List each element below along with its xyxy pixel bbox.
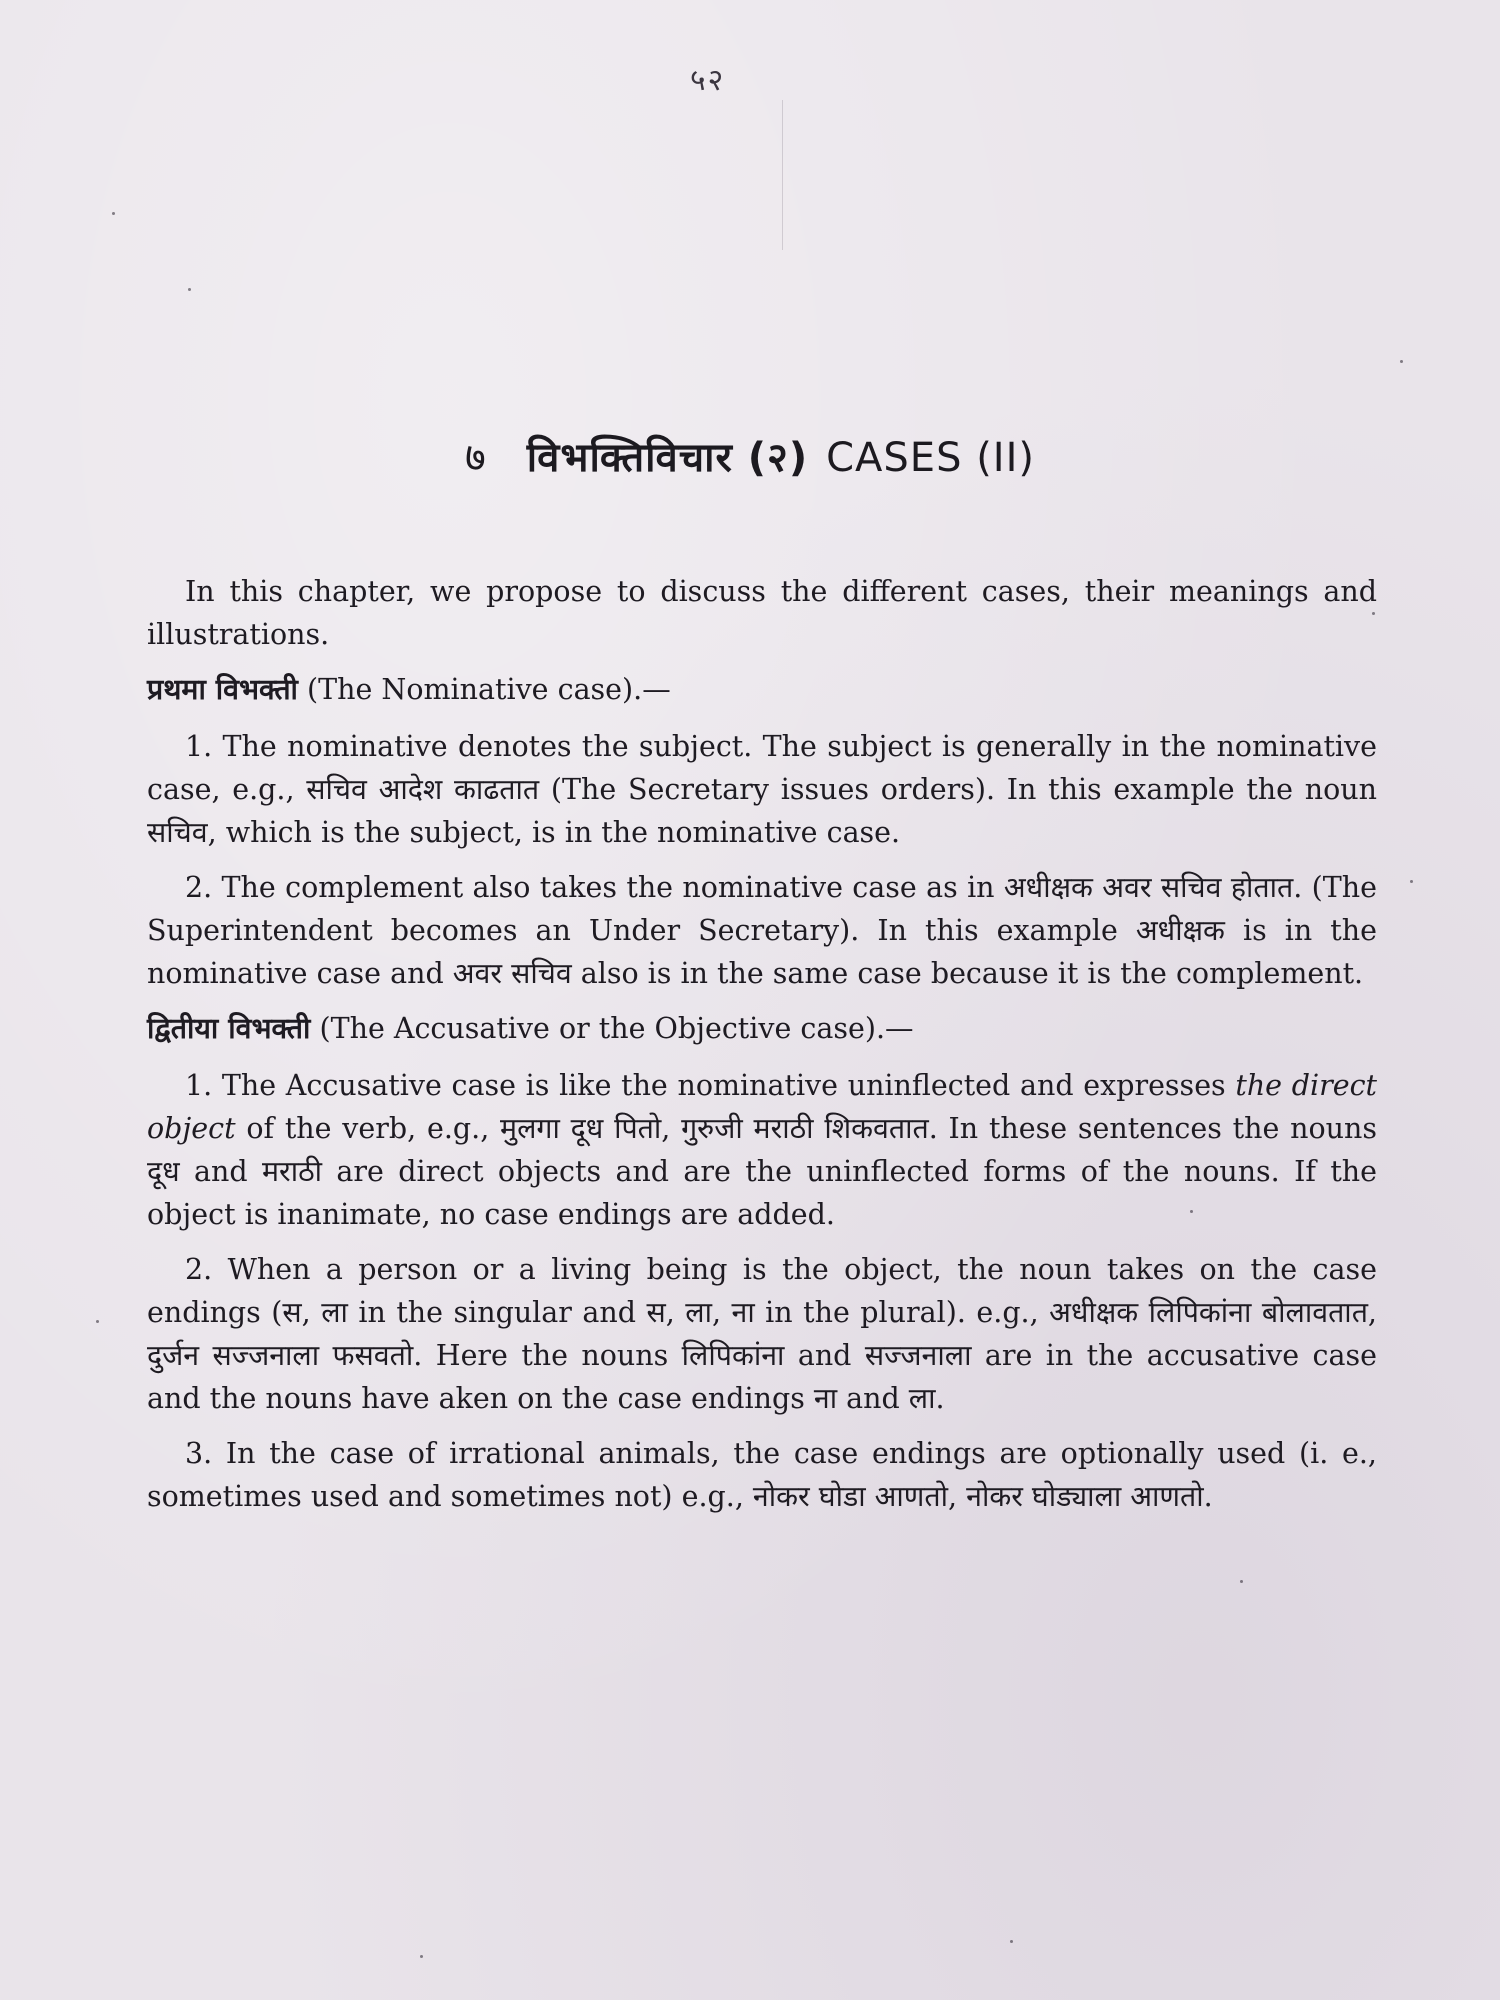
print-speck [420, 1955, 423, 1958]
print-speck [1190, 1210, 1193, 1213]
accusative-heading [147, 1007, 1377, 1050]
nominative-heading-marathi: प्रथमा विभक्ती [147, 672, 298, 706]
nominative-paragraph-1: 1. The nominative denotes the subject. The subject is generally in the nominative case, e.g., सचिव आदेश काढतात (The Secretary issues orders). In this example the noun सचिव, which is the subject, is in the nominative case. [147, 730, 1377, 849]
print-speck [1240, 1580, 1243, 1583]
print-speck [1372, 612, 1375, 615]
chapter-title [0, 428, 1500, 483]
print-speck [112, 212, 115, 215]
print-speck [188, 288, 191, 291]
print-speck [1010, 1940, 1013, 1943]
chapter-body [147, 570, 1377, 1530]
page-fold-line [782, 100, 783, 250]
nominative-heading [147, 668, 1377, 711]
intro-paragraph: In this chapter, we propose to discuss the different cases, their meanings and illustrations. [147, 575, 1377, 651]
print-speck [1410, 880, 1413, 883]
chapter-number: ७ [464, 435, 487, 481]
accusative-heading-marathi: द्वितीया विभक्ती [147, 1011, 311, 1045]
accusative-paragraph-2: 2. When a person or a living being is the object, the noun takes on the case endings (स, ला in the singular and स, ला, ना in the plural). e.g., अधीक्षक लिपिकांना बोलावतात, दुर्जन सज्जनाला फसवतो. Here the nouns लिपिकांना and सज्जनाला are in the accusative case and the nouns have aken on the case endings ना and ला. [147, 1253, 1377, 1415]
chapter-title-english: CASES (II) [826, 435, 1035, 481]
chapter-title-marathi: विभक्तिविचार (२) [526, 435, 809, 481]
print-speck [96, 1320, 99, 1323]
accusative-p1-end: of the verb, e.g., मुलगा दूध पितो, गुरुजी मराठी शिकवतात. In these sentences the nouns दूध and मराठी are direct objects and are the uninflected forms of the nouns. If the object is inanimate, no case endings are added. [147, 1112, 1377, 1231]
accusative-p1-emphasis: the direct object [147, 1069, 1378, 1145]
nominative-paragraph-2: 2. The complement also takes the nominative case as in अधीक्षक अवर सचिव होतात. (The Superintendent becomes an Under Secretary). In this example अधीक्षक is in the nominative case and अवर सचिव also is in the same case because it is the complement. [147, 871, 1377, 990]
accusative-heading-english: (The Accusative or the Objective case).— [319, 1012, 914, 1045]
accusative-p1-start: 1. The Accusative case is like the nominative uninflected and expresses [185, 1069, 1236, 1102]
accusative-paragraph-3: 3. In the case of irrational animals, the case endings are optionally used (i. e., sometimes used and sometimes not) e.g., नोकर घोडा आणतो, नोकर घोड्याला आणतो. [147, 1437, 1377, 1513]
nominative-heading-english: (The Nominative case).— [307, 673, 671, 706]
page-number: ५२ [690, 63, 726, 98]
print-speck [1400, 360, 1403, 363]
